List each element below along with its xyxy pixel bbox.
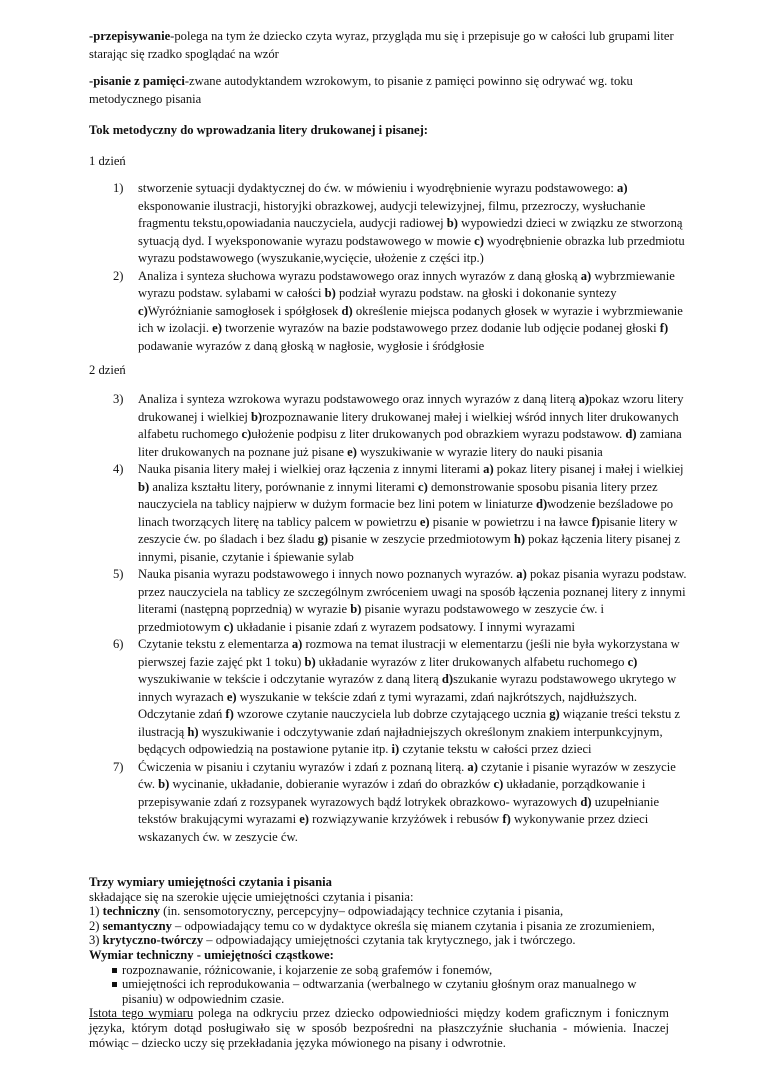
list-item: [89, 977, 669, 1006]
intro-paragraph-copying: [89, 28, 674, 63]
day-1-label: 1 dzień: [89, 154, 126, 168]
definition-memory-writing: -zwane autodyktandem wzrokowym, to pisanie z pamięci powinno się odrywać wg. toku metodycznego pisania: [89, 74, 633, 106]
essence-paragraph: [89, 1006, 669, 1050]
list-item-text: Analiza i synteza słuchowa wyrazu podstawowego oraz innych wyrazów z daną głoską a) wybrzmiewanie wyrazu podstaw. sylabami w całości b) podział wyrazu podstaw. na głoski i dokonanie syntezy c)Wyróżnianie samogłosek i spółgłosek d) określenie miejsca podanych głosek w wyrazie i wybrzmiewanie ich w izolacji. e) tworzenie wyrazów na bazie podstawowego przez dodanie lub odjęcie podanej głoski f) podawanie wyrazów z daną głoską w nagłosie, wygłosie i śródgłosie: [138, 268, 683, 353]
dimension-term: techniczny: [102, 904, 161, 919]
dimension-critical-creative: [89, 933, 669, 948]
bullet-text: umiejętności ich reprodukowania – odtwarzania (werbalnego w czytaniu głośnym oraz manualnego w pisaniu) w odpowiednim czasie.: [122, 977, 637, 1006]
list-item-text: Czytanie tekstu z elementarza a) rozmowa na temat ilustracji w elementarzu (jeśli nie była wykorzystana w pierwszej fazie zajęć pkt 1 toku) b) układanie wyrazów z liter drukowanych alfabetu ruchomego c) wyszukiwanie w tekście i odczytanie wyrazów z daną literą d)szukanie wyrazu podstawowego ukrytego w innych wyrazach e) wyszukanie w tekście zdań z tymi wyrazami, zdań najkrótszych, najdłuższych. Odczytanie zdań f) wzorowe czytanie nauczyciela lub dobrze czytającego ucznia g) wiązanie treści tekstu z ilustracją h) wyszukiwanie i odczytywanie zdań najładniejszych określonym znakiem interpunkcyjnym, będących odpowiedzią na postawione pytanie itp. i) czytanie tekstu w całości przez dzieci: [138, 637, 680, 756]
list-item: [89, 268, 689, 356]
essence-lead: Istota tego wymiaru: [89, 1006, 194, 1021]
list-item-text: Nauka pisania litery małej i wielkiej oraz łączenia z innymi literami a) pokaz litery pisanej i małej i wielkiej b) analiza kształtu litery, porównanie z innymi literami c) demonstrowanie sposobu pisania litery przez nauczyciela na tablicy najpierw w dużym formacie bez lini potem w liniaturze d)wodzenie bezśladowe po linach tworzących literę na tablicy palcem w powietrzu e) pisanie w powietrzu i na ławce f)pisanie litery w zeszycie ćw. po śladach i bez śladu g) pisanie w zeszycie przedmiotowym h) pokaz łączenia litery pisanej z innymi, pisanie, czytanie i śpiewanie sylab: [138, 462, 684, 564]
list-item-text: Analiza i synteza wzrokowa wyrazu podstawowego oraz innych wyrazów z daną literą a)pokaz wzoru litery drukowanej i wielkiej b)rozpoznawanie litery drukowanej małej i wielkiej wśród innych liter drukowanych alfabetu ruchomego c)ułożenie podpisu z liter drukowanych pod obrazkiem wyrazu podstawow. d) zamiana liter drukowanych na poznane już pisane e) wyszukiwanie w wyrazie litery do nauki pisania: [138, 392, 684, 459]
list-number: 7): [113, 759, 124, 774]
list-number: 3): [113, 392, 124, 406]
dimension-semantic: [89, 919, 669, 934]
steps-list-day-1: [89, 180, 689, 355]
bullet-text: rozpoznawanie, różnicowanie, i kojarzenie ze sobą grafemów i fonemów,: [122, 962, 493, 977]
list-item: [89, 636, 689, 759]
bullet-square-icon: [112, 968, 117, 973]
dimension-term: krytyczno-twórczy: [102, 933, 204, 948]
list-item: [89, 759, 689, 847]
dimension-number: 1): [89, 904, 103, 919]
list-item-text: Ćwiczenia w pisaniu i czytaniu wyrazów i zdań z poznaną literą. a) czytanie i pisanie wyrazów w zeszycie ćw. b) wycinanie, układanie, dobieranie wyrazów i zdań do obrazków c) układanie, porządkowanie i przepisywanie zdań z rozsypanek wyrazowych bądź lotrykek obrazkowo- wyrazowych d) uzupełnianie tekstów brakującymi wyrazami e) rozwiązywanie krzyżówek i rebusów f) wykonywanie przez dzieci wskazanych ćw. w zeszycie ćw.: [138, 759, 676, 844]
dimension-technical: [89, 904, 669, 919]
dimension-text: – odpowiadający temu co w dydaktyce określa się mianem czytania i pisania ze zrozumieniem,: [171, 918, 655, 933]
dimension-number: 2): [89, 918, 103, 933]
definition-copying: -polega na tym że dziecko czyta wyraz, przygląda mu się i przepisuje go w całości lub grupami liter starając się rzadko spoglądać na wzór: [89, 29, 674, 61]
list-item-text: Nauka pisania wyrazu podstawowego i innych nowo poznanych wyrazów. a) pokaz pisania wyrazu podstaw. przez nauczyciela na tablicy ze szczególnym zwróceniem uwagi na sposób łączenia poznanej litery z innymi literami (następną poprzednią) w wyrazie b) pisanie wyrazu podstawowego w zeszycie ćw. i przedmiotowym c) układanie i pisanie zdań z wyrazem podsatowy. I innymi wyrazami: [138, 567, 687, 634]
list-item: [89, 180, 689, 268]
technical-dimension-title: [89, 948, 669, 963]
technical-skills-list: [89, 963, 669, 1007]
list-number: 5): [113, 567, 124, 581]
list-item-text: stworzenie sytuacji dydaktycznej do ćw. w mówieniu i wyodrębnienie wyrazu podstawowego: a) eksponowanie ilustracji, historyjki obrazkowej, audycji telewizyjnej, filmu, przezroczy, wysłuchanie fragmentu tekstu,opowiadania nauczyciela, audycji radiowej b) wypowiedzi dzieci w związku ze stworzoną sytuacją dyd. I wyeksponowanie wyrazu podstawowego w mowie c) wyodrębnienie obrazka lub przedmiotu wyrazu podstawowego (wyszukanie,wycięcie, ułożenie z części itp.): [138, 181, 685, 265]
list-item: [89, 963, 669, 978]
dimension-number: 3): [89, 933, 103, 948]
list-item: [89, 391, 689, 461]
essence-text: polega na odkryciu przez dziecko odpowiedniości między kodem graficznym i fonicznym języka, którym dotąd posługiwało się w sposób bezpośredni na płaszczyźnie słuchania - mówienia. Inaczej mówiąc – dziecko uczy się przekładania języka mówionego na pisany i odwrotnie.: [89, 1006, 669, 1050]
intro-paragraph-memory: [89, 73, 674, 108]
dimensions-title-text: Trzy wymiary umiejętności czytania i pisania: [89, 875, 332, 889]
dimensions-lead: składające się na szerokie ujęcie umiejętności czytania i pisania:: [89, 889, 414, 904]
reading-writing-dimensions-section: [89, 875, 669, 1050]
term-copying: -przepisywanie: [89, 29, 171, 43]
list-item: [89, 461, 689, 566]
bullet-square-icon: [112, 982, 117, 987]
steps-list-day-2: [89, 391, 689, 846]
day-2-label: 2 dzień: [89, 363, 126, 377]
dimension-text: – odpowiadający umiejętności czytania tak krytycznego, jak i twórczego.: [203, 933, 576, 948]
term-memory-writing: -pisanie z pamięci: [89, 74, 185, 88]
section-heading: [89, 122, 674, 140]
dimension-text: (in. sensomotoryczny, percepcyjny– odpowiadający technice czytania i pisania,: [160, 904, 564, 919]
list-number: 2): [113, 268, 124, 283]
dimensions-title: [89, 875, 669, 890]
section-heading-text: Tok metodyczny do wprowadzania litery drukowanej i pisanej:: [89, 123, 429, 137]
list-number: 1): [113, 181, 124, 195]
list-number: 4): [113, 462, 124, 476]
dimension-term: semantyczny: [102, 918, 172, 933]
list-number: 6): [113, 637, 124, 651]
technical-dimension-title-text: Wymiar techniczny - umiejętności cząstkowe:: [89, 947, 334, 962]
list-item: [89, 566, 689, 636]
